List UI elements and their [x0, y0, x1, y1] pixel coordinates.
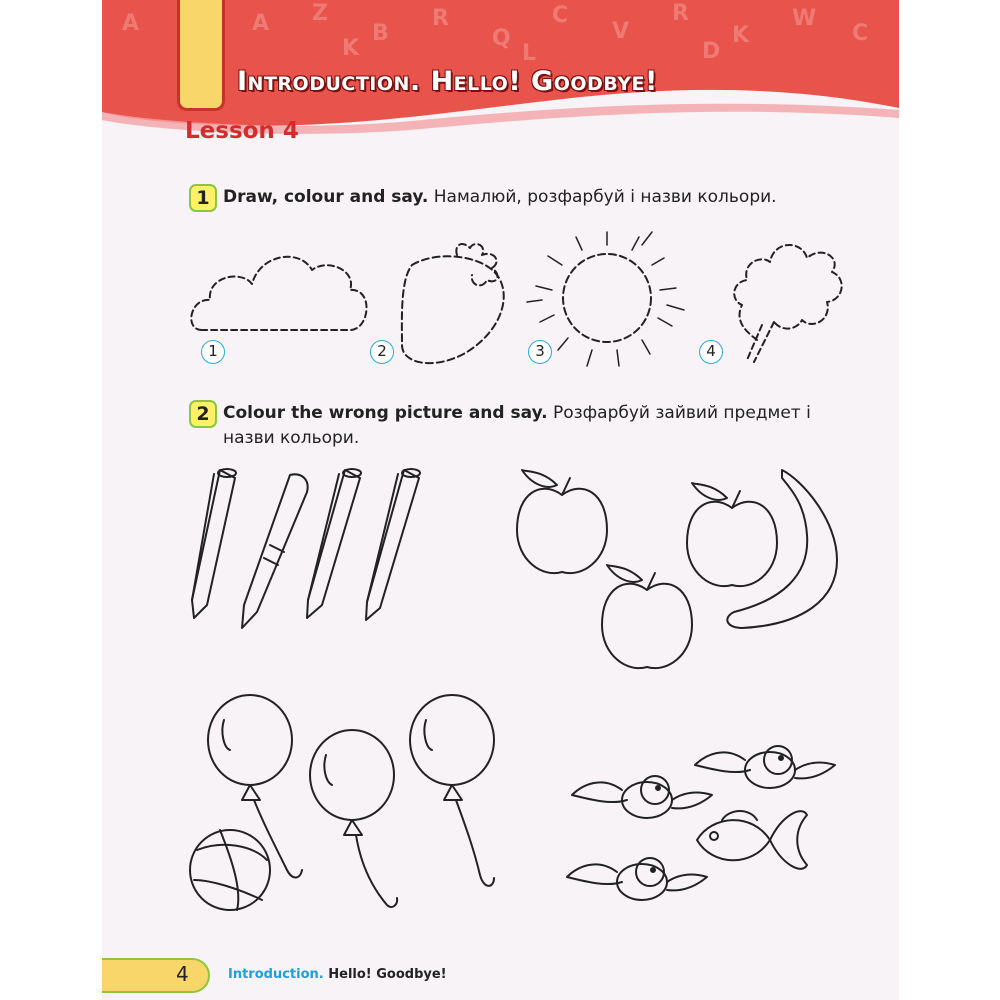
- svg-text:A: A: [252, 11, 270, 36]
- page-number: 4: [176, 962, 189, 986]
- task-1-item-number: 3: [528, 340, 552, 364]
- tree-outline-icon: [734, 245, 841, 362]
- apple-icon: [602, 565, 692, 668]
- pen-icon: [242, 474, 308, 628]
- task-1-item-number: 1: [201, 340, 225, 364]
- footer-lesson-title: Hello! Goodbye!: [328, 967, 447, 982]
- svg-text:L: L: [522, 41, 537, 66]
- pencil-icon: [307, 469, 361, 618]
- banana-icon: [727, 470, 837, 628]
- svg-text:V: V: [612, 19, 630, 44]
- balloon-icon: [410, 695, 494, 886]
- ball-icon: [190, 830, 270, 910]
- svg-text:D: D: [702, 39, 721, 64]
- svg-text:C: C: [852, 21, 869, 46]
- birds-and-fish-group: [567, 746, 835, 900]
- balloon-icon: [208, 695, 302, 878]
- apples-and-banana-group: [517, 470, 837, 668]
- strawberry-outline-icon: [402, 244, 504, 363]
- svg-text:C: C: [552, 3, 569, 28]
- task-1-item-number: 4: [699, 340, 723, 364]
- balloons-and-ball-group: [190, 695, 494, 910]
- balloon-icon: [310, 730, 397, 907]
- cloud-outline-icon: [191, 257, 366, 330]
- task-1-instruction-en: Draw, colour and say.: [223, 187, 429, 207]
- task-1-number: 1: [189, 184, 217, 212]
- lesson-title: Lesson 4: [185, 118, 299, 144]
- svg-text:B: B: [372, 21, 389, 46]
- footer-section: Introduction.: [228, 967, 324, 982]
- svg-text:K: K: [732, 23, 750, 48]
- task-2-number: 2: [189, 400, 217, 428]
- page-number-tab: [102, 958, 210, 993]
- workbook-page: [102, 0, 899, 1000]
- apple-icon: [687, 483, 777, 586]
- svg-text:R: R: [672, 1, 689, 26]
- svg-text:W: W: [792, 6, 817, 31]
- svg-text:K: K: [342, 36, 360, 61]
- task-1-item-number: 2: [370, 340, 394, 364]
- pencil-icon: [366, 469, 420, 620]
- bird-icon: [695, 746, 835, 788]
- svg-text:R: R: [432, 6, 449, 31]
- task-1-instruction-uk: Намалюй, розфарбуй і назви кольори.: [433, 187, 777, 207]
- unit-title: Introduction. Hello! Goodbye!: [237, 66, 658, 97]
- bird-icon: [567, 858, 707, 900]
- svg-text:Q: Q: [492, 26, 511, 51]
- fish-icon: [697, 811, 807, 869]
- task-2-instruction-uk: Розфарбуй зайвий предмет і назви кольори.: [223, 403, 811, 448]
- footer-title: [228, 967, 447, 982]
- task-2-instruction-en: Colour the wrong picture and say.: [223, 403, 548, 423]
- svg-text:A: A: [122, 11, 140, 36]
- pencil-icon: [192, 469, 236, 618]
- svg-text:Z: Z: [312, 1, 328, 26]
- pencils-and-pen-group: [192, 469, 420, 628]
- apple-icon: [517, 470, 607, 573]
- worksheet-artwork: [102, 0, 899, 1000]
- bird-icon: [572, 776, 712, 818]
